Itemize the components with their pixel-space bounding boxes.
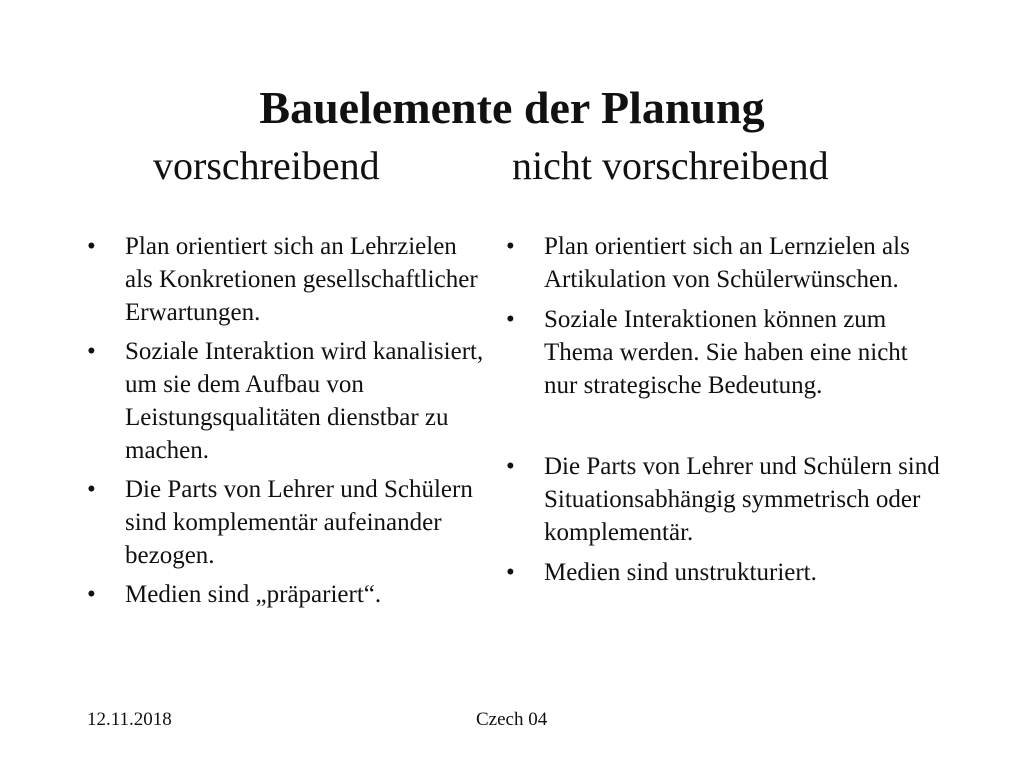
subtitle-prescriptive: vorschreibend — [153, 143, 380, 188]
list-item-text: Soziale Interaktion wird kanalisiert, um sie dem Aufbau von Leistungsqualitäten dienstbar zu machen. — [125, 338, 484, 464]
bullet-icon: • — [506, 306, 515, 333]
list-item-text: Medien sind unstrukturiert. — [544, 559, 817, 586]
subtitle-non-prescriptive: nicht vorschreibend — [512, 143, 829, 188]
list-item-text: Plan orientiert sich an Lehrzielen als Konkretionen gesellschaftlicher Erwartungen. — [125, 233, 478, 326]
list-item — [506, 230, 946, 296]
list-item-text: Die Parts von Lehrer und Schülern sind komplementär aufeinander bezogen. — [125, 476, 473, 569]
non-prescriptive-bullet-list — [506, 230, 946, 596]
footer-date: 12.11.2018 — [87, 709, 172, 730]
bullet-icon: • — [506, 233, 515, 260]
bullet-icon: • — [506, 559, 515, 586]
bullet-icon: • — [506, 453, 515, 480]
footer-author: Czech 04 — [476, 709, 548, 730]
list-item-text: Plan orientiert sich an Lernzielen als Artikulation von Schülerwünschen. — [544, 233, 910, 293]
bullet-icon: • — [87, 581, 96, 608]
prescriptive-bullet-list — [87, 230, 487, 617]
list-item — [87, 335, 487, 467]
list-item-text: Medien sind „präpariert“. — [125, 581, 382, 608]
bullet-icon: • — [87, 476, 96, 503]
list-item — [87, 230, 487, 329]
list-item — [87, 578, 487, 611]
list-item — [87, 473, 487, 572]
bullet-icon: • — [87, 338, 96, 365]
list-item-text: Die Parts von Lehrer und Schülern sind Situationsabhängig symmetrisch oder komplementär. — [544, 453, 940, 546]
list-item — [506, 303, 946, 402]
list-item-text: Soziale Interaktionen können zum Thema werden. Sie haben eine nicht nur strategische Bedeutung. — [544, 306, 908, 399]
list-item — [506, 556, 946, 589]
list-item — [506, 450, 946, 549]
bullet-icon: • — [87, 233, 96, 260]
slide-title: Bauelemente der Planung — [259, 82, 765, 133]
